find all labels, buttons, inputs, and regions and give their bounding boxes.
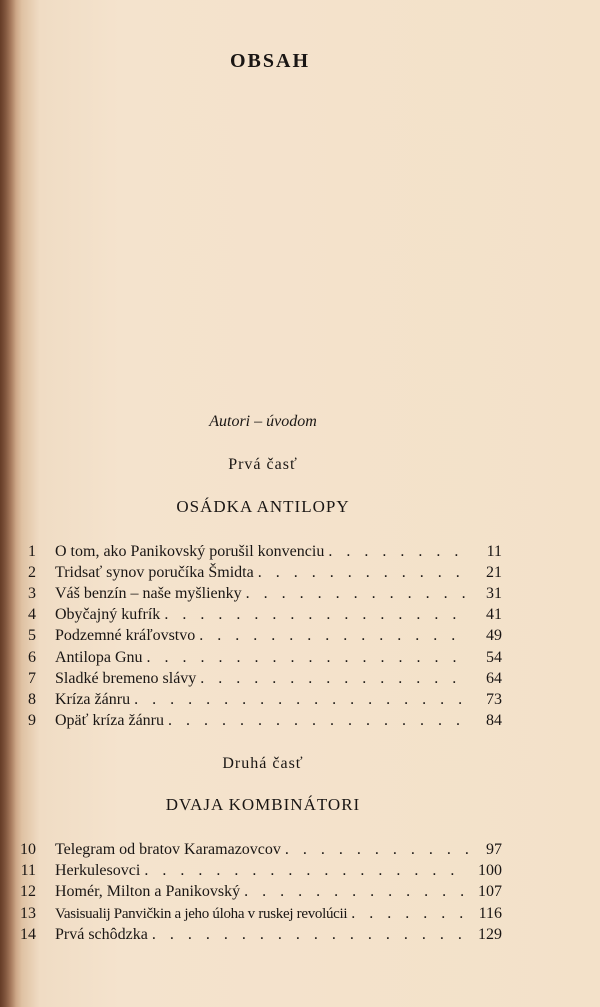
- toc-row: [0, 647, 600, 668]
- dot-leader: [144, 860, 468, 881]
- chapter-page: 116: [478, 905, 502, 922]
- chapter-number: 3: [28, 585, 36, 602]
- chapter-page: 97: [486, 841, 502, 858]
- intro-entry: Autori – úvodom: [209, 413, 317, 430]
- chapter-title: Obyčajný kufrík: [55, 606, 161, 623]
- chapter-title: Vasisualij Panvičkin a jeho úloha v ruskej revolúcii: [55, 906, 348, 922]
- dot-leader: [200, 668, 468, 689]
- chapter-number: 10: [20, 841, 36, 858]
- dot-leader: [164, 604, 468, 625]
- chapter-page: 41: [486, 606, 502, 623]
- part-2-title: DVAJA KOMBINÁTORI: [165, 795, 361, 814]
- chapter-title: Opäť kríza žánru: [55, 712, 164, 729]
- chapter-title: Sladké bremeno slávy: [55, 670, 197, 687]
- toc-row: [0, 881, 600, 902]
- chapter-title: Váš benzín – naše myšlienky: [55, 585, 242, 602]
- chapter-page: 73: [486, 691, 502, 708]
- part-2-label: Druhá časť: [222, 755, 304, 772]
- toc-row: [0, 924, 600, 945]
- toc-row: [0, 689, 600, 710]
- dot-leader: [199, 625, 468, 646]
- page-title: OBSAH: [229, 50, 311, 72]
- dot-leader: [152, 924, 468, 945]
- chapter-title: O tom, ako Panikovský porušil konvenciu: [55, 543, 325, 560]
- chapter-page: 21: [486, 564, 502, 581]
- chapter-title: Antilopa Gnu: [55, 649, 143, 666]
- chapter-number: 7: [28, 670, 36, 687]
- chapter-page: 31: [486, 585, 502, 602]
- chapter-page: 107: [478, 883, 502, 900]
- dot-leader: [244, 881, 468, 902]
- part-1-label: Prvá časť: [228, 456, 298, 473]
- chapter-page: 11: [486, 543, 502, 560]
- chapter-number: 12: [20, 883, 36, 900]
- chapter-page: 84: [486, 712, 502, 729]
- chapter-title: Homér, Milton a Panikovský: [55, 883, 241, 900]
- dot-leader: [328, 541, 468, 562]
- chapter-number: 9: [28, 712, 36, 729]
- dot-leader: [351, 903, 468, 924]
- toc-row: [0, 710, 600, 731]
- toc-row: [0, 860, 600, 881]
- chapter-number: 6: [28, 649, 36, 666]
- chapter-number: 8: [28, 691, 36, 708]
- chapter-page: 54: [486, 649, 502, 666]
- chapter-number: 13: [20, 905, 36, 922]
- chapter-page: 129: [478, 926, 502, 943]
- chapter-title: Herkulesovci: [55, 862, 141, 879]
- chapter-title: Podzemné kráľovstvo: [55, 627, 196, 644]
- chapter-number: 2: [28, 564, 36, 581]
- dot-leader: [285, 839, 468, 860]
- chapter-page: 49: [486, 627, 502, 644]
- toc-row: [0, 541, 600, 562]
- part-1-title: OSÁDKA ANTILOPY: [176, 497, 350, 516]
- toc-row: [0, 604, 600, 625]
- dot-leader: [168, 710, 468, 731]
- chapter-number: 1: [28, 543, 36, 560]
- chapter-title: Telegram od bratov Karamazovcov: [55, 841, 281, 858]
- chapter-title: Tridsať synov poručíka Šmidta: [55, 564, 254, 581]
- dot-leader: [258, 562, 468, 583]
- toc-row: [0, 625, 600, 646]
- toc-row: [0, 562, 600, 583]
- chapter-number: 5: [28, 627, 36, 644]
- toc-row: [0, 583, 600, 604]
- chapter-title: Kríza žánru: [55, 691, 131, 708]
- chapter-number: 14: [20, 926, 36, 943]
- chapter-page: 64: [486, 670, 502, 687]
- chapter-number: 11: [20, 862, 36, 879]
- dot-leader: [147, 647, 468, 668]
- chapter-title: Prvá schôdzka: [55, 926, 148, 943]
- toc-row: [0, 839, 600, 860]
- toc-row: [0, 903, 600, 924]
- dot-leader: [246, 583, 468, 604]
- toc-row: [0, 668, 600, 689]
- chapter-number: 4: [28, 606, 36, 623]
- dot-leader: [134, 689, 468, 710]
- chapter-page: 100: [478, 862, 502, 879]
